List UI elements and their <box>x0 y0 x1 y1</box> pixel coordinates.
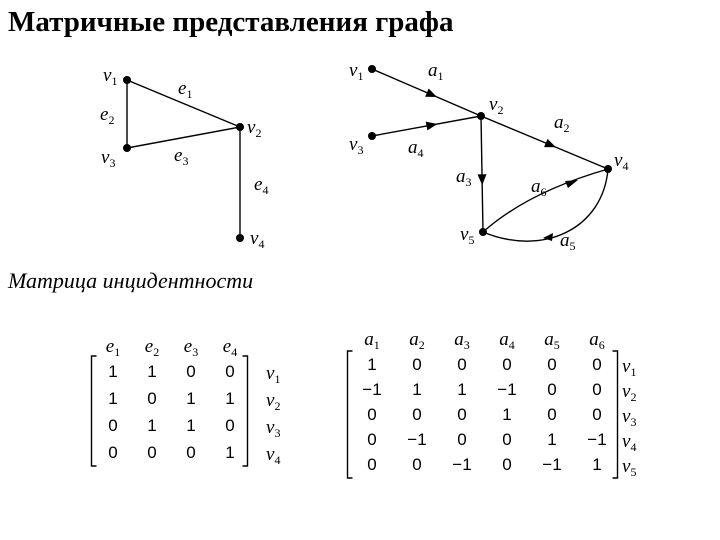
matrix-cell: 0 <box>547 380 557 399</box>
col-header-a6: $a_6$ <box>589 329 605 352</box>
matrix-cell: 1 <box>186 389 196 408</box>
matrix-cell: 0 <box>186 362 196 381</box>
arrowhead-a6 <box>565 180 578 188</box>
vertex-v5 <box>479 228 487 236</box>
matrix-cell: −1 <box>362 380 382 399</box>
row-header-v2: $v_2$ <box>266 390 281 413</box>
arrowhead-a3 <box>478 174 487 185</box>
matrix-cell: 0 <box>367 430 377 449</box>
matrix-cell: 1 <box>108 389 118 408</box>
vertex-v1 <box>368 65 376 73</box>
page-title: Матричные представления графа <box>8 6 454 38</box>
matrix-cell: 1 <box>186 416 196 435</box>
matrix-cell: 0 <box>457 430 467 449</box>
arc-a4 <box>372 116 481 136</box>
matrix-cell: 0 <box>367 405 377 424</box>
matrix-cell: 1 <box>225 389 235 408</box>
col-header-e3: $e_3$ <box>183 336 199 359</box>
vertex-label-v4: $v_4$ <box>250 228 265 251</box>
edge-label-e1: $e_1$ <box>178 78 193 101</box>
vertex-v2 <box>477 112 485 120</box>
col-header-e2: $e_2$ <box>144 336 160 359</box>
matrix-cell: 0 <box>186 443 196 462</box>
arc-a2 <box>481 116 608 169</box>
vertex-label-v1: $v_1$ <box>103 65 118 88</box>
matrix-cell: 1 <box>108 362 118 381</box>
matrix-cell: 0 <box>225 416 235 435</box>
matrix-cell: 1 <box>367 355 377 374</box>
matrix-cell: 0 <box>502 430 512 449</box>
matrix-cell: 0 <box>502 355 512 374</box>
vertex-v2 <box>236 123 244 131</box>
vertex-v4 <box>236 234 244 242</box>
vertex-label-v4: $v_4$ <box>614 150 629 173</box>
row-header-v4: $v_4$ <box>266 444 281 467</box>
arc-a5 <box>483 169 608 241</box>
arc-label-a3: $a_3$ <box>456 166 472 189</box>
row-header-v1: $v_1$ <box>622 356 637 379</box>
vertex-v4 <box>604 165 612 173</box>
matrix-cell: −1 <box>407 430 427 449</box>
row-header-v3: $v_3$ <box>266 417 281 440</box>
incidence-matrix-directed <box>348 329 637 479</box>
arrowhead-a2 <box>544 139 556 147</box>
matrix-cell: 0 <box>502 455 512 474</box>
edge-label-e3: $e_3$ <box>174 145 189 168</box>
matrix-cell: 1 <box>457 380 467 399</box>
undirected-graph <box>100 65 268 251</box>
arrowhead-a1 <box>425 89 437 97</box>
row-header-v3: $v_3$ <box>622 406 637 429</box>
arc-a3 <box>481 116 483 232</box>
matrix-cell: 0 <box>592 380 602 399</box>
arc-a1 <box>372 69 481 116</box>
vertex-label-v1: $v_1$ <box>349 60 364 83</box>
col-header-a1: $a_1$ <box>364 329 380 352</box>
matrix-cell: 0 <box>547 405 557 424</box>
matrix-cell: 1 <box>547 430 557 449</box>
matrix-cell: 0 <box>592 355 602 374</box>
matrix-cell: 0 <box>147 389 157 408</box>
matrix-cell: 1 <box>502 405 512 424</box>
right-bracket <box>613 351 618 478</box>
matrix-cell: 1 <box>147 416 157 435</box>
left-bracket <box>92 356 97 466</box>
matrix-cell: 0 <box>367 455 377 474</box>
row-header-v1: $v_1$ <box>266 363 281 386</box>
col-header-a4: $a_4$ <box>499 329 515 352</box>
matrix-cell: −1 <box>452 455 472 474</box>
col-header-a3: $a_3$ <box>454 329 470 352</box>
matrix-cell: 0 <box>412 455 422 474</box>
matrix-cell: 1 <box>147 362 157 381</box>
vertex-label-v3: $v_3$ <box>349 134 364 157</box>
vertex-label-v3: $v_3$ <box>101 147 116 170</box>
left-bracket <box>348 351 353 478</box>
matrix-cell: 1 <box>225 443 235 462</box>
matrix-cell: −1 <box>497 380 517 399</box>
edge-label-e2: $e_2$ <box>100 104 115 127</box>
edge-e3 <box>127 127 240 148</box>
matrix-cell: 0 <box>457 405 467 424</box>
directed-graph <box>349 60 628 253</box>
matrix-cell: −1 <box>587 430 607 449</box>
matrix-cell: 0 <box>108 416 118 435</box>
arc-label-a1: $a_1$ <box>428 60 444 83</box>
col-header-e4: $e_4$ <box>222 336 238 359</box>
col-header-e1: $e_1$ <box>105 336 121 359</box>
vertex-v3 <box>123 144 131 152</box>
edge-label-e4: $e_4$ <box>254 174 269 197</box>
arc-label-a6: $a_6$ <box>531 176 547 199</box>
vertex-v3 <box>368 132 376 140</box>
matrix-cell: 0 <box>225 362 235 381</box>
matrix-cell: 0 <box>592 405 602 424</box>
matrix-cell: 0 <box>457 355 467 374</box>
right-bracket <box>243 356 248 466</box>
vertex-label-v2: $v_2$ <box>247 117 262 140</box>
matrix-cell: −1 <box>542 455 562 474</box>
matrix-cell: 0 <box>147 443 157 462</box>
vertex-label-v2: $v_2$ <box>489 94 504 117</box>
arc-a6 <box>483 169 608 232</box>
vertex-v1 <box>123 76 131 84</box>
arrowhead-a4 <box>426 122 438 131</box>
col-header-a5: $a_5$ <box>544 329 560 352</box>
arc-label-a2: $a_2$ <box>554 112 570 135</box>
matrix-cell: 0 <box>547 355 557 374</box>
matrix-cell: 0 <box>412 355 422 374</box>
section-label: Матрица инцидентности <box>8 268 254 293</box>
col-header-a2: $a_2$ <box>409 329 425 352</box>
arc-label-a4: $a_4$ <box>408 137 424 160</box>
matrix-cell: 1 <box>412 380 422 399</box>
matrix-cell: 1 <box>592 455 602 474</box>
incidence-matrix-undirected <box>92 336 281 467</box>
row-header-v4: $v_4$ <box>622 431 637 454</box>
matrix-cell: 0 <box>412 405 422 424</box>
vertex-label-v5: $v_5$ <box>460 224 475 247</box>
row-header-v5: $v_5$ <box>622 456 637 479</box>
row-header-v2: $v_2$ <box>622 381 637 404</box>
matrix-cell: 0 <box>108 443 118 462</box>
arc-label-a5: $a_5$ <box>560 230 576 253</box>
